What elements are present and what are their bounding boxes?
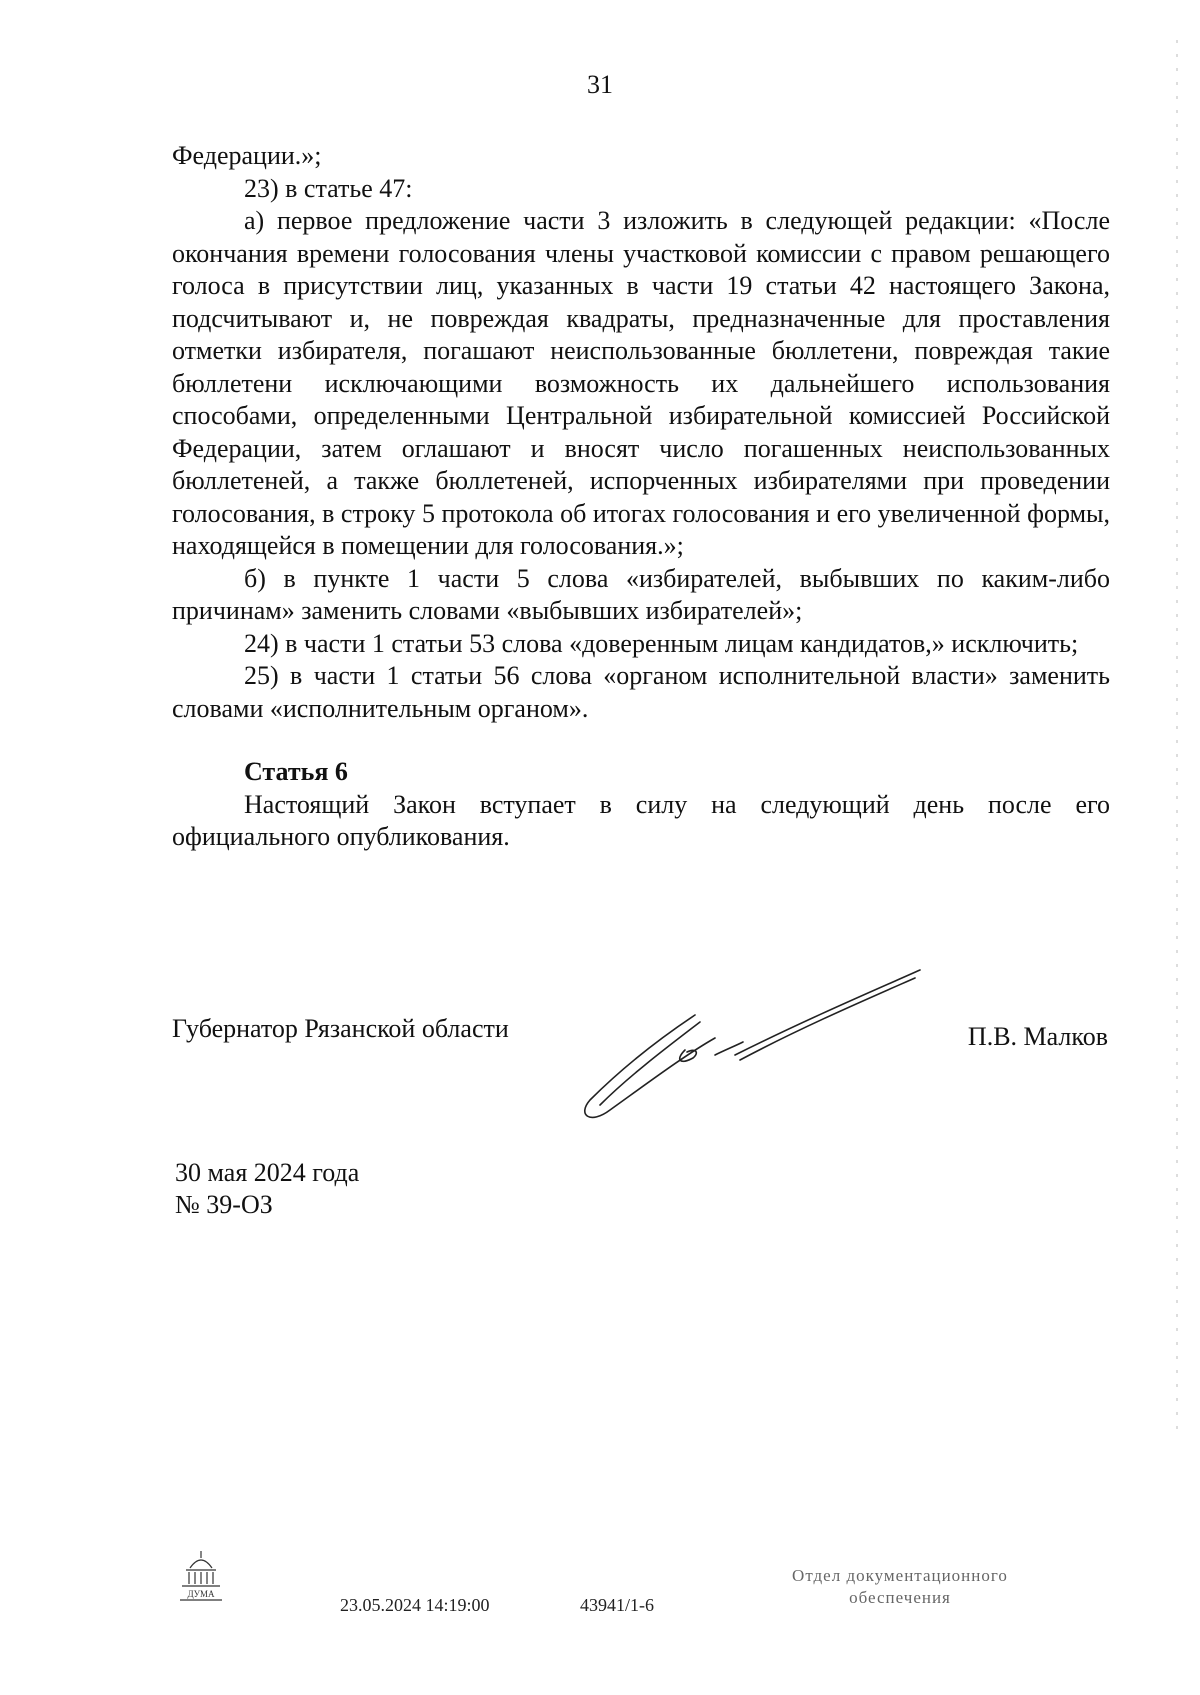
stamp-line: Отдел документационного [792,1566,1008,1585]
article-title: Статья 6 [244,757,348,786]
paragraph: 24) в части 1 статьи 53 слова «доверенным лицам кандидатов,» исключить; [244,628,1079,658]
handwritten-signature [575,960,935,1140]
signing-date: 30 мая 2024 года [175,1158,360,1187]
paragraph: 25) в части 1 статьи 56 слова «органом исполнительной власти» заменить словами «исполнительным органом». [172,661,1110,723]
signatory-name: П.В. Малков [967,1022,1108,1051]
law-number: № 39-ОЗ [175,1190,273,1219]
svg-text:ДУМА: ДУМА [187,1589,215,1599]
paragraph: б) в пункте 1 части 5 слова «избирателей, выбывших по каким-либо причинам» заменить словами «выбывших избирателей»; [172,563,1110,625]
paragraph: 23) в статье 47: [244,173,413,203]
paragraph: а) первое предложение части 3 изложить в следующей редакции: «После окончания времени голосования члены участковой комиссии с правом решающего голоса в присутствии лиц, указанных в части 19 статьи 42 настоящего Закона, подсчитывают и, не повреждая квадраты, предназначенные для проставления отметки избирателя, погашают неиспользованные бюллетени, повреждая такие бюллетени исключающими возможность их дальнейшего использования способами, определенными Центральной избирательной комиссией Российской Федерации, затем оглашают и вносят число погашенных неиспользованных бюллетеней, а также бюллетеней, испорченных избирателями при проведении голосования, в строку 5 протокола об итогах голосования и его увеличенной формы, находящейся в помещении для голосования.»; [172,206,1110,560]
footer-document-number: 43941/1-6 [580,1595,654,1615]
paragraph: Федерации.»; [172,141,322,170]
footer-timestamp: 23.05.2024 14:19:00 [340,1595,490,1615]
signatory-position: Губернатор Рязанской области [172,1014,509,1043]
duma-logo-icon [176,1548,226,1604]
page-number: 31 [587,70,613,99]
scan-edge-marks [1176,40,1178,1440]
document-body [172,140,1110,854]
signing-date-block [175,1157,359,1221]
article-text: Настоящий Закон вступает в силу на следующий день после его официального опубликования. [172,789,1110,851]
stamp-line: обеспечения [849,1588,951,1607]
department-stamp [750,1565,1050,1609]
